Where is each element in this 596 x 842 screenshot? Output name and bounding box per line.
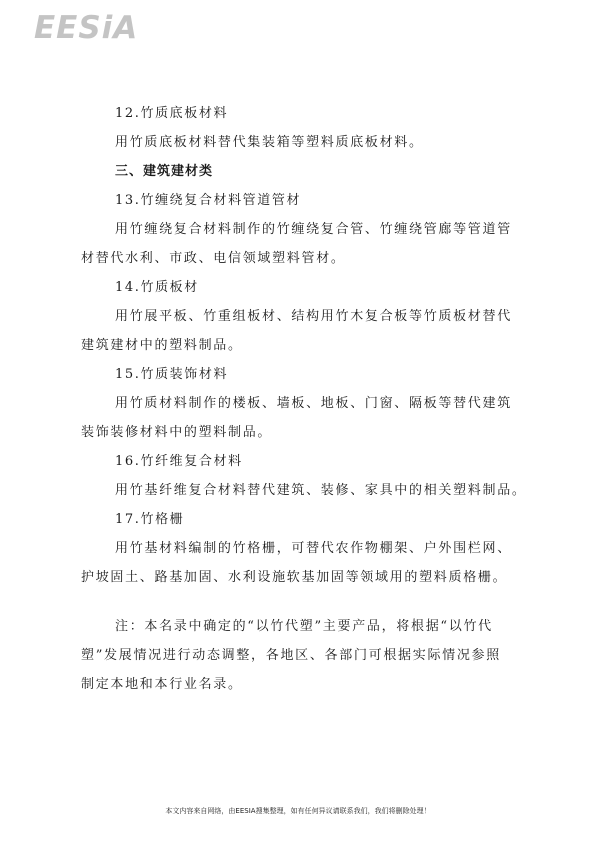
- document-body: [81, 99, 527, 699]
- paragraph-line: 护坡固土、路基加固、水利设施软基加固等领域用的塑料质格栅。: [81, 570, 508, 585]
- paragraph-14: [81, 302, 521, 360]
- paragraph-16: [81, 476, 527, 505]
- paragraph-17: [81, 534, 521, 592]
- item-title-12: 12.竹质底板材料: [115, 106, 229, 121]
- note-line: 注：本名录中确定的“以竹代塑”主要产品，将根据“以竹代: [115, 619, 493, 634]
- eesia-logo: EESiA: [34, 10, 139, 46]
- paragraph-15: [81, 389, 521, 447]
- item-title-13: 13.竹缠绕复合材料管道管材: [115, 193, 302, 208]
- paragraph-13: [81, 215, 521, 273]
- paragraph-line: 用竹展平板、竹重组板材、结构用竹木复合板等竹质板材替代: [115, 309, 512, 324]
- paragraph-line: 建筑建材中的塑料制品。: [81, 338, 243, 353]
- footer-disclaimer: 本文内容来自网络，由EESIA搜集整理，如有任何异议请联系我们，我们将删除处理！: [165, 807, 431, 815]
- paragraph-line: 材替代水利、市政、电信领域塑料管材。: [81, 251, 346, 266]
- item-title-15: 15.竹质装饰材料: [115, 367, 229, 382]
- note-line: 制定本地和本行业名录。: [81, 677, 243, 692]
- note-line: 塑”发展情况进行动态调整，各地区、各部门可根据实际情况参照: [81, 648, 501, 663]
- paragraph-line: 用竹缠绕复合材料制作的竹缠绕复合管、竹缠绕管廊等管道管: [115, 222, 512, 237]
- paragraph-line: 装饰装修材料中的塑料制品。: [81, 425, 273, 440]
- paragraph-line: 用竹基材料编制的竹格栅，可替代农作物棚架、户外围栏网、: [115, 541, 512, 556]
- paragraph-line: 用竹基纤维复合材料替代建筑、装修、家具中的相关塑料制品。: [115, 483, 527, 498]
- paragraph-line: 用竹质材料制作的楼板、墙板、地板、门窗、隔板等替代建筑: [115, 396, 512, 411]
- item-title-17: 17.竹格栅: [115, 512, 185, 527]
- note-paragraph: [81, 612, 521, 699]
- paragraph-12: [81, 128, 521, 157]
- section-heading-building-materials: 三、建筑建材类: [115, 164, 214, 179]
- item-title-16: 16.竹纤维复合材料: [115, 454, 243, 469]
- item-title-14: 14.竹质板材: [115, 280, 199, 295]
- paragraph-line: 用竹质底板材料替代集装箱等塑料质底板材料。: [115, 135, 424, 150]
